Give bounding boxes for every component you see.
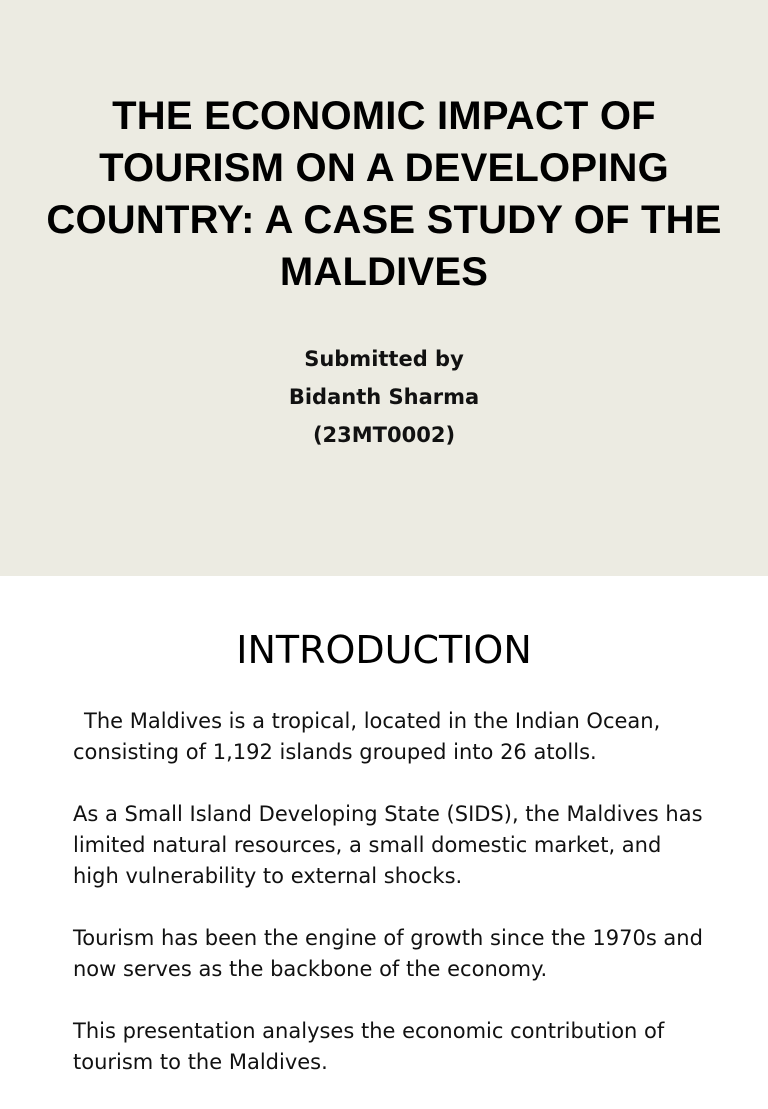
- introduction-slide: [0, 576, 768, 1074]
- presentation-title: THE ECONOMIC IMPACT OF TOURISM ON A DEVELOPING COUNTRY: A CASE STUDY OF THE MALDIVES: [46, 94, 722, 294]
- intro-paragraph: This presentation analyses the economic contribution of tourism to the Maldives.: [73, 1019, 665, 1074]
- submission-info: [0, 340, 768, 454]
- intro-paragraph: The Maldives is a tropical, located in the Indian Ocean, consisting of 1,192 islands grouped into 26 atolls.: [73, 709, 661, 764]
- author-name: Bidanth Sharma: [288, 385, 480, 409]
- submitted-by-label: Submitted by: [304, 347, 464, 371]
- introduction-body: [73, 706, 713, 1109]
- intro-paragraph: Tourism has been the engine of growth since the 1970s and now serves as the backbone of the economy.: [73, 926, 703, 981]
- author-id: (23MT0002): [312, 423, 456, 447]
- intro-paragraph: As a Small Island Developing State (SIDS), the Maldives has limited natural resources, a small domestic market, and high vulnerability to external shocks.: [73, 802, 703, 888]
- introduction-heading: INTRODUCTION: [236, 628, 532, 672]
